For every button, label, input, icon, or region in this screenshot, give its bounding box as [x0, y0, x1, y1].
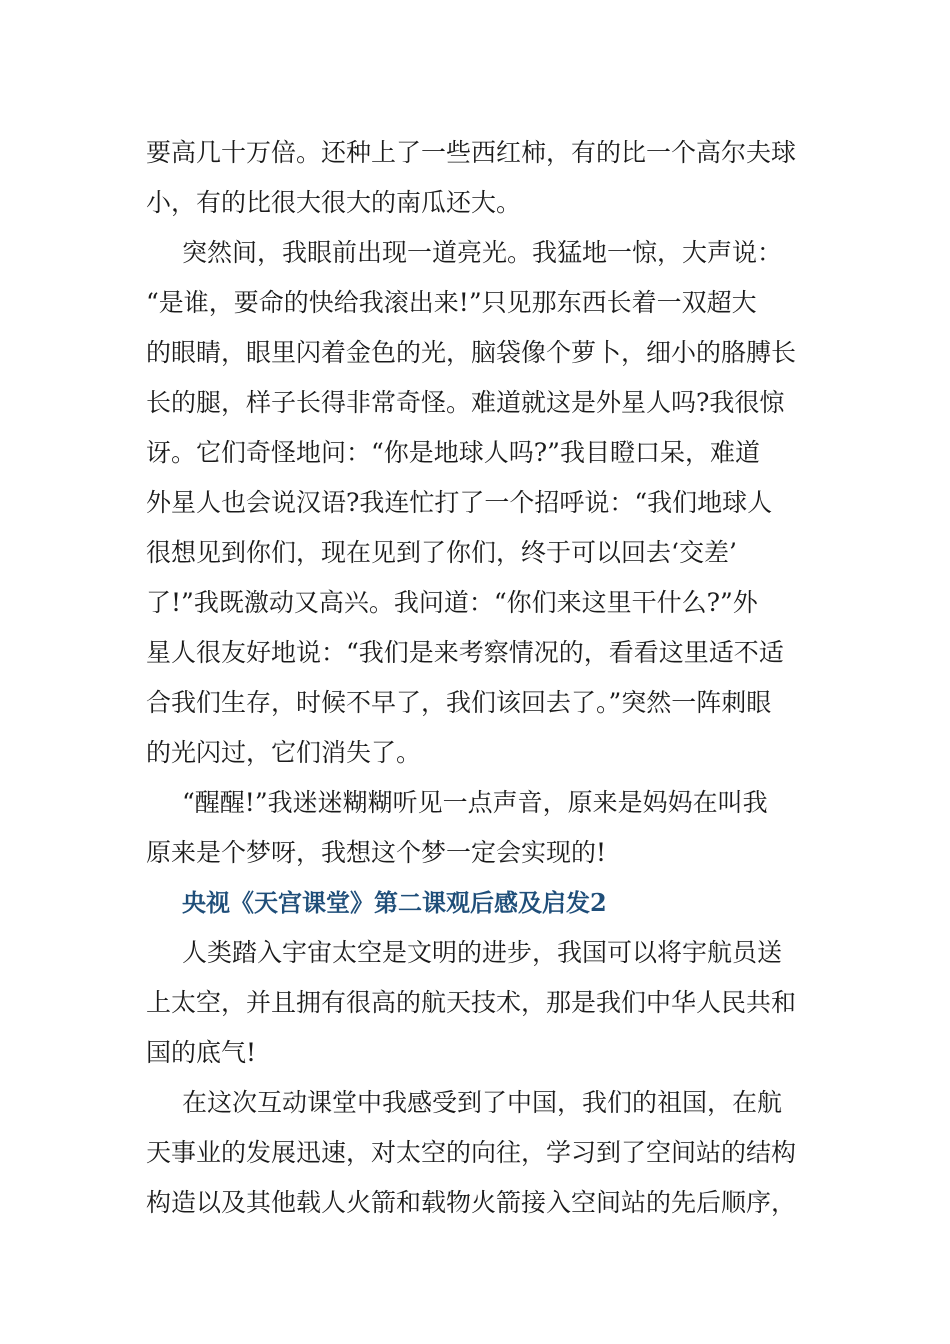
- text-line: 天事业的发展迅速，对太空的向往，学习到了空间站的结构: [146, 1138, 797, 1167]
- text-line: 上太空，并且拥有很高的航天技术，那是我们中华人民共和: [146, 988, 797, 1017]
- text-line: 的光闪过，它们消失了。: [146, 738, 422, 767]
- paragraph-start-line: “醒醒!”我迷迷糊糊听见一点声音，原来是妈妈在叫我: [182, 788, 768, 817]
- text-line: 小，有的比很大很大的南瓜还大。: [146, 188, 522, 217]
- document-body: [146, 128, 810, 1228]
- text-line: 讶。它们奇怪地问：“你是地球人吗?”我目瞪口呆，难道: [146, 438, 760, 467]
- text-line: 合我们生存，时候不早了，我们该回去了。”突然一阵刺眼: [146, 688, 772, 717]
- text-line: 星人很友好地说：“我们是来考察情况的，看看这里适不适: [146, 638, 784, 667]
- paragraph-start-line: 突然间，我眼前出现一道亮光。我猛地一惊，大声说：: [182, 238, 783, 267]
- text-line: 构造以及其他载人火箭和载物火箭接入空间站的先后顺序，: [146, 1188, 797, 1217]
- paragraph-start-line: 人类踏入宇宙太空是文明的进步，我国可以将宇航员送: [182, 938, 783, 967]
- text-line: 原来是个梦呀，我想这个梦一定会实现的!: [146, 838, 607, 867]
- text-line: 的眼睛，眼里闪着金色的光，脑袋像个萝卜，细小的胳膊长: [146, 338, 797, 367]
- text-line: 很想见到你们，现在见到了你们，终于可以回去‘交差’: [146, 538, 737, 567]
- text-line: 长的腿，样子长得非常奇怪。难道就这是外星人吗?我很惊: [146, 388, 785, 417]
- text-line: 了!”我既激动又高兴。我问道：“你们来这里干什么?”外: [146, 588, 758, 617]
- text-line: 要高几十万倍。还种上了一些西红柿，有的比一个高尔夫球: [146, 138, 797, 167]
- text-line: 国的底气!: [146, 1038, 257, 1067]
- text-line: 外星人也会说汉语?我连忙打了一个招呼说：“我们地球人: [146, 488, 773, 517]
- section-heading: 央视《天宫课堂》第二课观后感及启发2: [182, 888, 607, 917]
- paragraph-start-line: 在这次互动课堂中我感受到了中国，我们的祖国，在航: [182, 1088, 783, 1117]
- text-line: “是谁，要命的快给我滚出来!”只见那东西长着一双超大: [146, 288, 757, 317]
